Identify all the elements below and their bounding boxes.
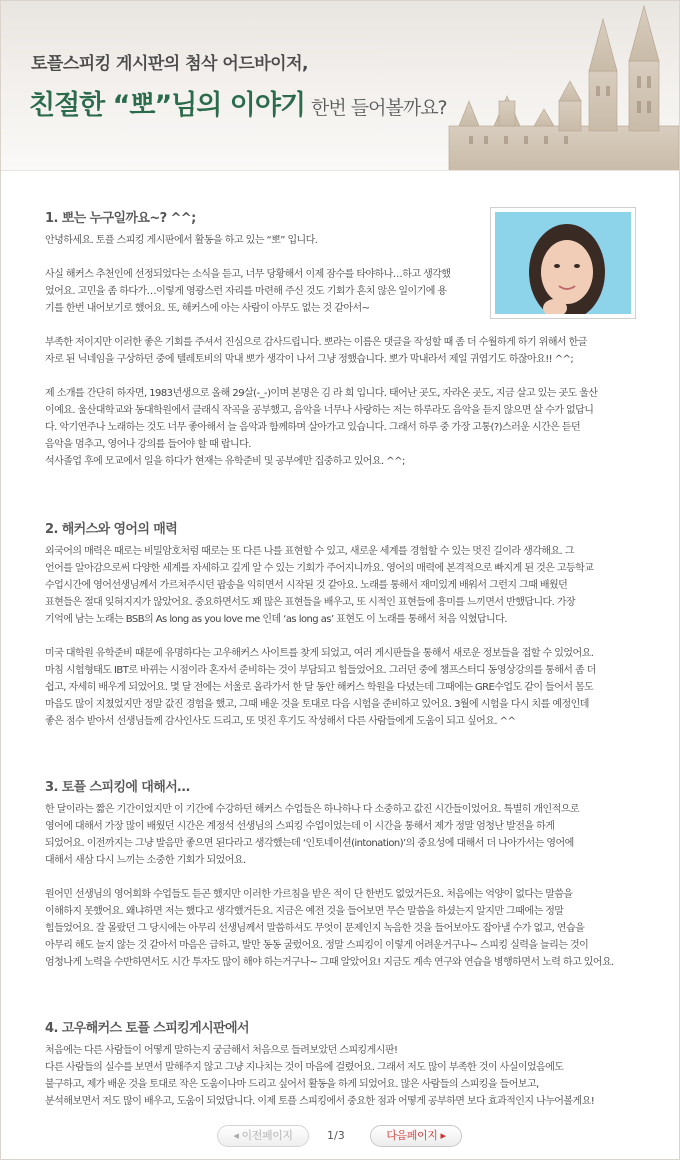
text-line: 이해하지 못했어요. 왜냐하면 저는 했다고 생각했거든요. 지금은 예전 것을 들어보면 무슨 말씀을 하셨는지 알지만 그때에는 정말 xyxy=(45,906,564,917)
pagination xyxy=(1,1125,679,1149)
section-3 xyxy=(45,776,641,971)
text-line: 미국 대학원 유학준비 때문에 유명하다는 고우해커스 사이트를 찾게 되었고, 여러 게시판들을 통해서 새로운 정보들을 접할 수 있었어요. xyxy=(45,648,594,659)
text-line: 원어민 선생님의 영어회화 수업들도 듣곤 했지만 이러한 가르침을 받은 적이 단 한번도 없었거든요. 처음에는 억양이 없다는 말씀을 xyxy=(45,889,573,900)
header-title-highlight: 친절한 “뽀”님의 이야기 xyxy=(29,90,306,121)
text-line: 되었어요. 이전까지는 그냥 발음만 좋으면 된다라고 생각했는데 ‘인토네이션(intonation)’의 중요성에 대해서 더 나아가서는 영어에 xyxy=(45,838,574,849)
text-line: 아무리 해도 늘지 않는 것 같아서 마음은 급하고, 발만 동동 굴렀어요. 정말 스피킹이 이렇게 어려운거구나~ 스피킹 실력을 늘리는 것이 xyxy=(45,940,589,951)
text-line: 다른 사람들의 실수를 보면서 말해주지 않고 그냥 지나치는 것이 마음에 걸렸어요. 그래서 저도 많이 부족한 것이 사실이었음에도 xyxy=(45,1062,564,1073)
header-title-rest: 한번 들어볼까요? xyxy=(311,97,447,119)
text-line: 수업시간에 영어선생님께서 가르쳐주시던 팝송을 익히면서 시작된 것 같아요. 노래를 통해서 재미있게 배워서 그런지 그때 배웠던 xyxy=(45,580,568,591)
section-body xyxy=(45,232,641,470)
prev-page-button[interactable]: ◂ 이전페이지 xyxy=(217,1125,309,1147)
section-title: 3. 토플 스피킹에 대해서… xyxy=(45,780,190,795)
section-body xyxy=(45,1042,641,1110)
text-line: 었어요. 고민을 좀 하다가…이렇게 영광스런 자리를 마련해 주신 것도 기회가 흔치 않은 일이기에 용 xyxy=(45,286,447,297)
section-4 xyxy=(45,1017,641,1110)
text-line: 외국어의 매력은 때로는 비밀암호처럼 때로는 또 다른 나를 표현할 수 있고, 새로운 세계를 경험할 수 있는 멋진 길이라 생각해요. 그 xyxy=(45,546,574,557)
text-line: 힘들었어요. 잘 몰랐던 그 당시에는 아무리 선생님께서 말씀하셔도 무엇이 문제인지 녹음한 것을 들어보아도 잡아낼 수가 없고, 연습을 xyxy=(45,923,585,934)
text-line: 한 달이라는 짧은 기간이었지만 이 기간에 수강하던 해커스 수업들은 하나하나 다 소중하고 값진 시간들이었어요. 특별히 개인적으로 xyxy=(45,804,579,815)
text-line: 사실 해커스 추천인에 선정되었다는 소식을 듣고, 너무 당황해서 이제 잠수를 타야하나…하고 생각했 xyxy=(45,269,451,280)
text-line: 기를 한번 내어보기로 했어요. 또, 해커스에 아는 사람이 아무도 없는 것 같아서~ xyxy=(45,303,370,314)
section-2 xyxy=(45,518,641,730)
text-line: 이예요. 울산대학교와 동대학원에서 클래식 작곡을 공부했고, 음악을 너무나 사랑하는 저는 하루라도 음악을 듣지 않으면 살 수가 없답니 xyxy=(45,405,594,416)
text-line: 기억에 남는 노래는 BSB의 As long as you love me 인데 ‘as long as’ 표현도 이 노래를 통해서 처음 익혔답니다. xyxy=(45,614,507,625)
text-line: 다. 악기연주나 노래하는 것도 너무 좋아해서 늘 음악과 함께하며 살아가고 있습니다. 그래서 하루 중 가장 고통(?)스러운 시간은 듣던 xyxy=(45,422,581,433)
text-line: 분석해보면서 저도 많이 배우고, 도움이 되었답니다. 이제 토플 스피킹에서 중요한 점과 어떻게 공부하면 보다 효과적인지 나누어볼게요! xyxy=(45,1096,595,1107)
castle-illustration xyxy=(439,1,679,171)
page-indicator: 1/3 xyxy=(327,1129,345,1142)
section-1 xyxy=(45,207,641,470)
text-line: 마음도 많이 지쳤었지만 정말 값진 경험을 했고, 그때 배운 것을 토대로 다음 시험을 준비하고 있어요. 3월에 시험을 다시 치를 예정인데 xyxy=(45,699,589,710)
header-subtitle: 토플스피킹 게시판의 첨삭 어드바이저, xyxy=(31,54,308,74)
text-line: 쉽고, 자세히 배우게 되었어요. 몇 달 전에는 서울로 올라가서 한 달 동안 해커스 학원을 다녔는데 그때에는 GRE수업도 같이 들어서 몸도 xyxy=(45,682,594,693)
text-line: 부족한 저이지만 이러한 좋은 기회를 주셔서 진심으로 감사드립니다. 뽀라는 이름은 댓글을 작성할 때 좀 더 수월하게 하기 위해서 한글 xyxy=(45,337,587,348)
text-line: 음악을 멈추고, 영어나 강의를 들어야 할 때 랍니다. xyxy=(45,439,251,450)
text-line: 석사졸업 후에 모교에서 일을 하다가 현재는 유학준비 및 공부에만 집중하고 있어요. ^^; xyxy=(45,456,405,467)
section-body xyxy=(45,543,641,730)
text-line: 제 소개를 간단히 하자면, 1983년생으로 올해 29살(-_-)이며 본명은 김 라 희 입니다. 태어난 곳도, 자라온 곳도, 지금 살고 있는 곳도 울산 xyxy=(45,388,598,399)
header-banner xyxy=(1,1,679,171)
text-line: 불구하고, 제가 배운 것을 토대로 작은 도움이나마 드리고 싶어서 활동을 하게 되었어요. 많은 사람들의 스피킹을 들어보고, xyxy=(45,1079,539,1090)
section-title: 4. 고우해커스 토플 스피킹게시판에서 xyxy=(45,1021,249,1036)
text-line: 안녕하세요. 토플 스피킹 게시판에서 활동을 하고 있는 “뽀” 입니다. xyxy=(45,235,318,246)
section-body xyxy=(45,801,641,971)
text-line: 표현들은 절대 잊혀지지가 않았어요. 중요하면서도 꽤 많은 표현들을 배우고, 또 시적인 표현들에 흥미를 느끼면서 반했답니다. 가장 xyxy=(45,597,576,608)
text-line: 언어를 알아감으로써 다양한 세계를 자세하고 깊게 알 수 있는 기회가 주어지니까요. 영어의 매력에 본격적으로 빠지게 된 것은 고등학교 xyxy=(45,563,594,574)
text-line: 대해서 새삼 다시 느끼는 소중한 기회가 되었어요. xyxy=(45,855,246,866)
text-line: 마침 시험형태도 IBT로 바뀌는 시점이라 혼자서 준비하는 것이 부담되고 힘들었어요. 그러던 중에 챔프스터디 동영상강의를 통해서 좀 더 xyxy=(45,665,596,676)
next-page-button[interactable]: 다음페이지 ▸ xyxy=(370,1125,462,1147)
text-line: 영어에 대해서 가장 많이 배웠던 시간은 계정석 선생님의 스피킹 수업이었는데 이 시간을 통해서 제가 정말 엄청난 발전을 하게 xyxy=(45,821,555,832)
text-line: 좋은 점수 받아서 선생님들께 감사인사도 드리고, 또 멋진 후기도 작성해서 다른 사람들에게 도움이 되고 싶어요. ^^ xyxy=(45,716,516,727)
text-line: 엄청나게 노력을 수반하면서도 시간 투자도 많이 해야 하는거구나~ 그때 알았어요! 지금도 계속 연구와 연습을 병행하면서 노력 하고 있어요. xyxy=(45,957,614,968)
header-title xyxy=(29,83,447,122)
text-line: 자로 된 닉네임을 구상하던 중에 텔레토비의 막내 뽀가 생각이 나서 그냥 정했습니다. 뽀가 막내라서 제일 귀엽기도 하잖아요!! ^^; xyxy=(45,354,574,365)
text-line: 처음에는 다른 사람들이 어떻게 말하는지 궁금해서 처음으로 들려보았던 스피킹게시판! xyxy=(45,1045,398,1056)
section-title: 2. 해커스와 영어의 매력 xyxy=(45,522,178,537)
section-title: 1. 뽀는 누구일까요~? ^^; xyxy=(45,211,196,226)
